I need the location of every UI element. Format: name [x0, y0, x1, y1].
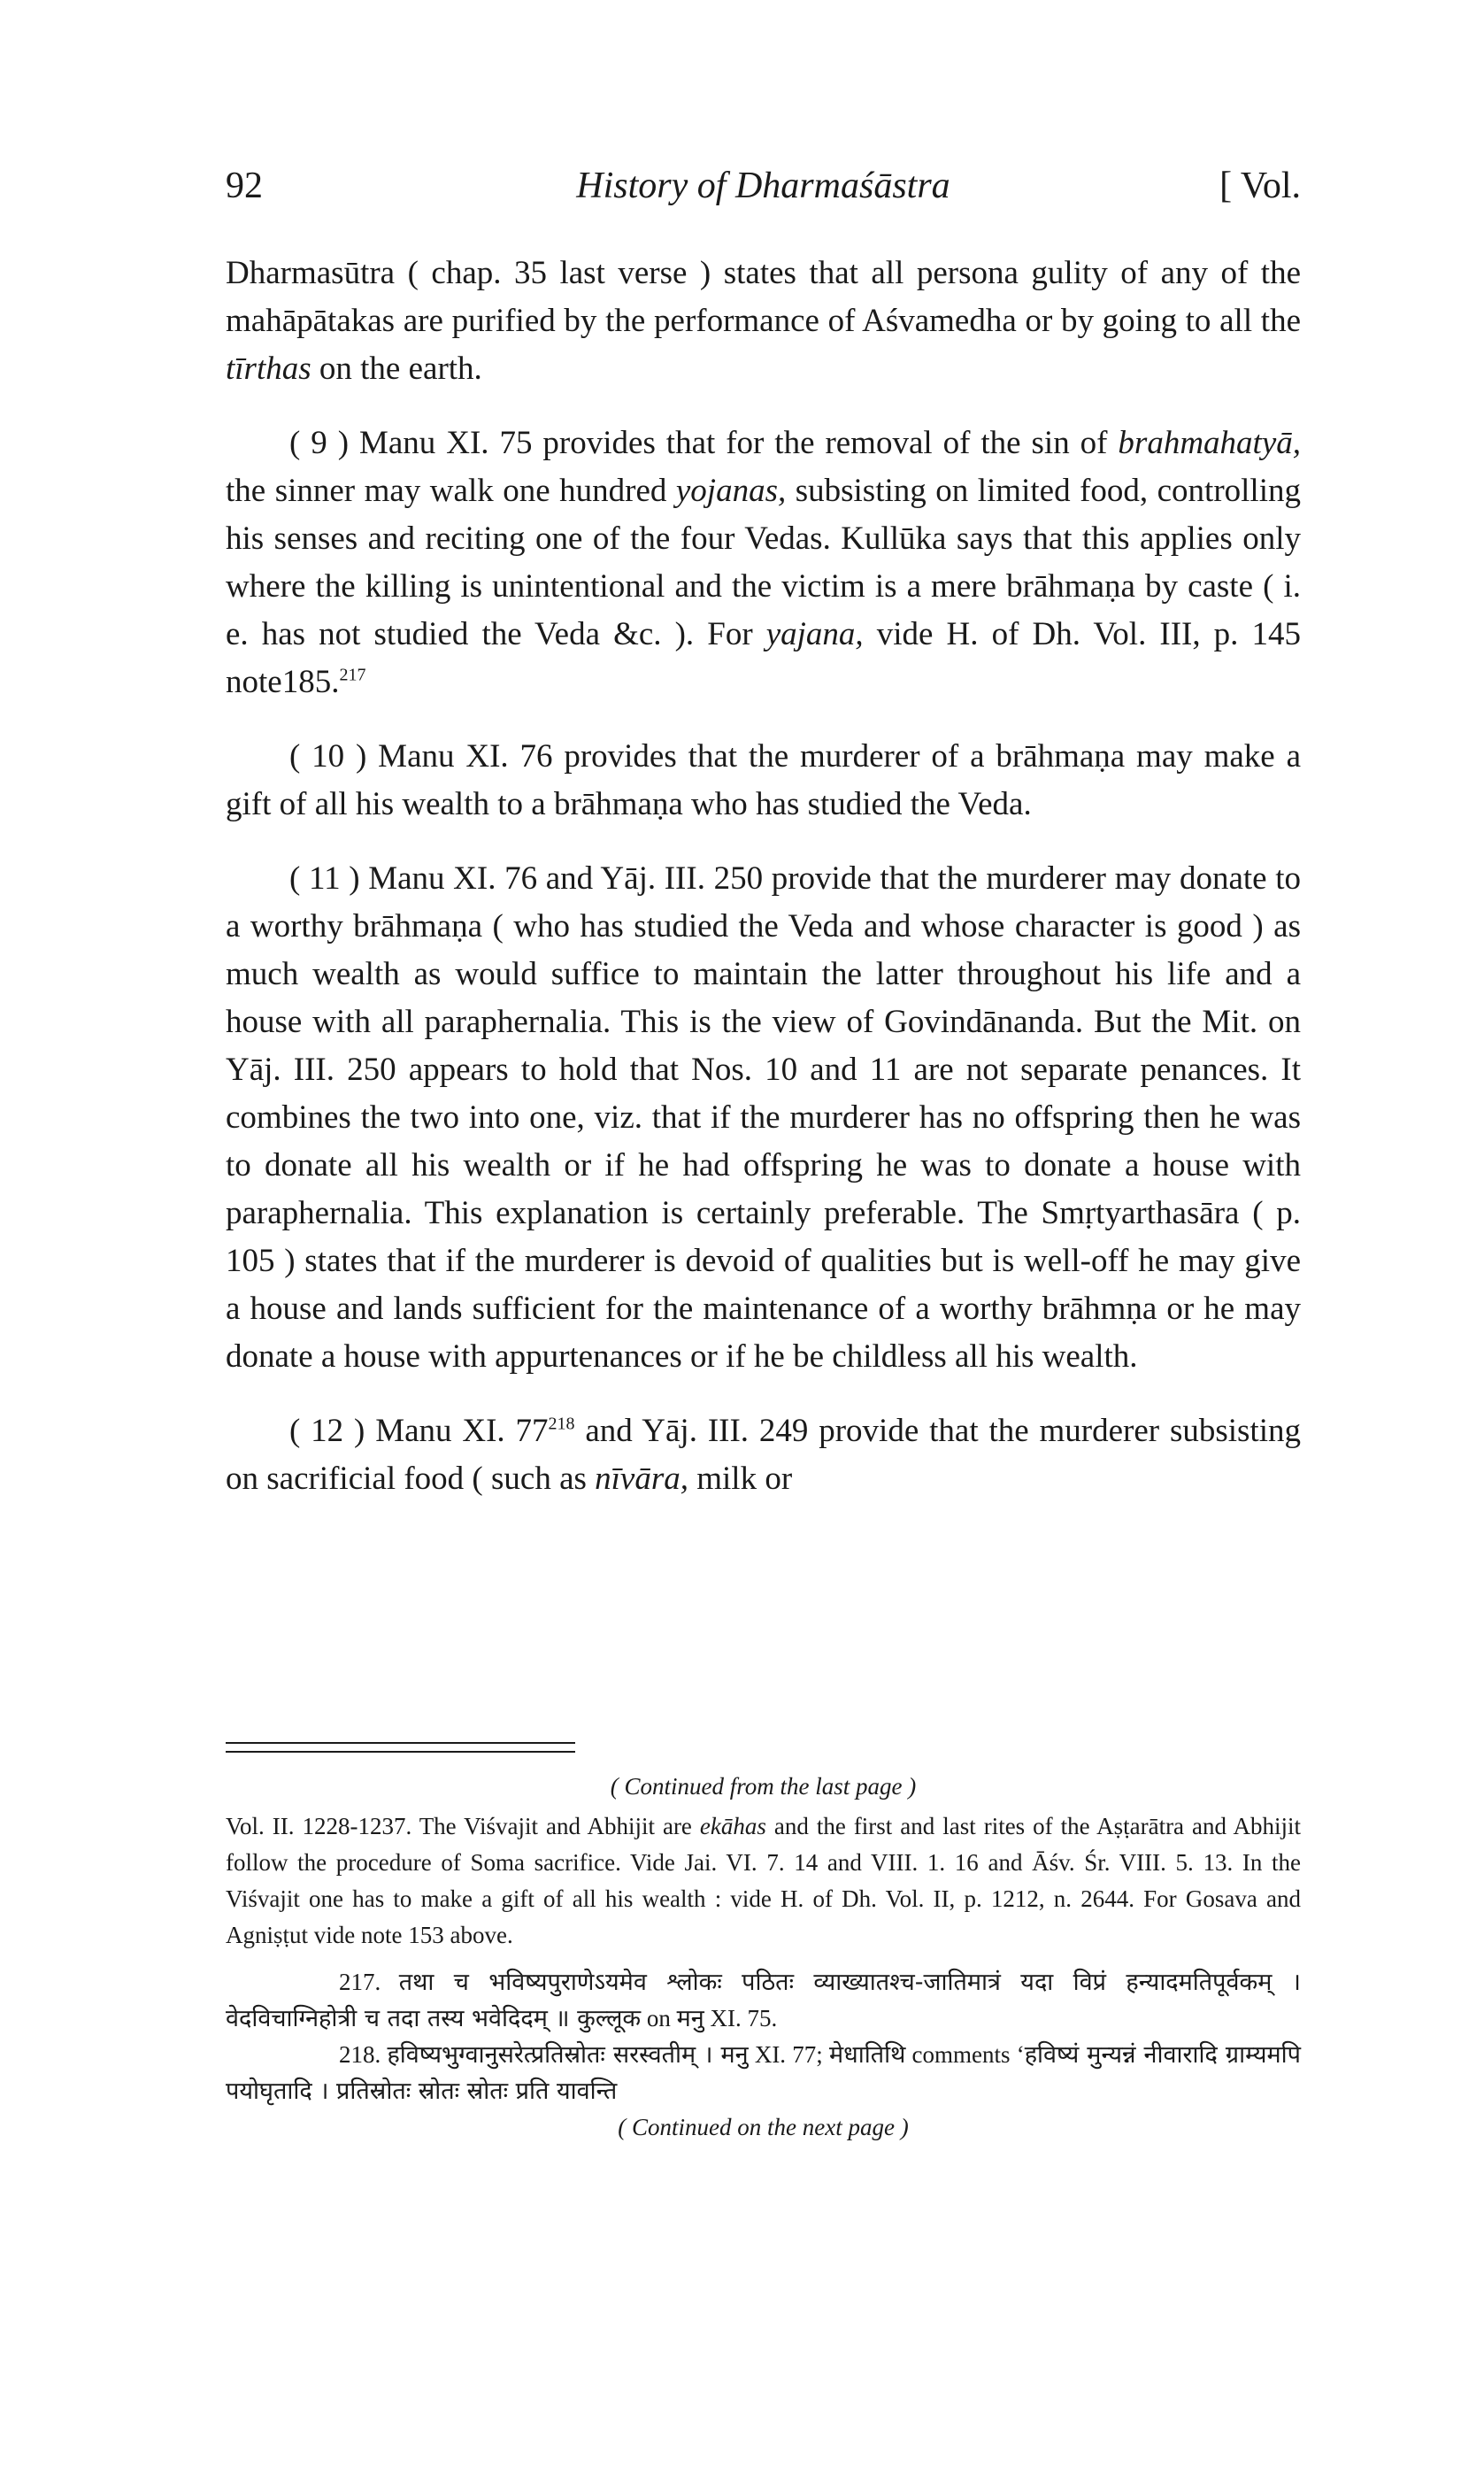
text-run: हविष्यं मुन्यन्नं नीवारादि ग्राम्यमपि पयोघृतादि । प्रतिस्रोतः स्रोतः स्रोतः प्रति यावन्ति	[226, 2041, 1301, 2105]
text-run: vide H. of Dh. Vol. III, p. 145 note185.	[226, 616, 1302, 700]
text-run: तथा च भविष्यपुराणेऽयमेव श्लोकः पठितः व्याख्यातश्च-जातिमात्रं यदा विप्रं हन्यादमतिपूर्वकम् । वेदविचाग्निहोत्री च तदा तस्य भवेदिदम् ॥ कुल्लूक	[226, 1969, 1301, 2032]
footnote-text	[226, 1969, 1301, 2031]
text-run: on the earth.	[311, 351, 482, 387]
footnote-carryover	[226, 1808, 1301, 1954]
page-header	[226, 165, 1301, 227]
paragraph	[226, 250, 1301, 393]
text-run: मेधातिथि	[828, 2041, 906, 2069]
italic-term: nīvāra,	[595, 1461, 688, 1497]
text-run: the sinner may walk one hundred	[226, 473, 676, 509]
footnote-separator	[226, 1742, 575, 1753]
paragraph-11	[226, 855, 1301, 1381]
italic-term: tīrthas	[226, 351, 311, 387]
continued-from-note: ( Continued from the last page )	[610, 1773, 917, 1800]
body-text	[226, 250, 1301, 1530]
footnote-ref: 217	[339, 665, 366, 685]
footnote-218	[226, 2037, 1301, 2109]
volume-marker: [ Vol.	[1219, 166, 1301, 206]
continued-on-note: ( Continued on the next page )	[618, 2114, 909, 2140]
italic-term: ekāhas	[699, 1813, 766, 1839]
text-run: मनु	[676, 2005, 704, 2032]
text-run: ( 10 ) Manu XI. 76 provides that the murderer of a brāhmaṇa may make a gift of all his wealth to a brāhmaṇa who has studied the Veda.	[226, 738, 1301, 822]
footnote-number: 218.	[339, 2041, 381, 2068]
text-run: XI. 75.	[704, 2005, 778, 2031]
page-number: 92	[226, 166, 263, 206]
text-run: XI. 77;	[748, 2041, 829, 2068]
footnote-217	[226, 1964, 1301, 2037]
italic-term: yajana,	[765, 616, 864, 652]
text-run: Vol. II. 1228-1237. The Viśvajit and Abhijit are	[226, 1813, 700, 1839]
paragraph-10	[226, 733, 1301, 829]
text-run: ( 12 ) Manu XI. 77	[289, 1413, 549, 1449]
text-run: Dharmasūtra ( chap. 35 last verse ) states that all persona gulity of any of the mahāpātakas are purified by the performance of Aśvamedha or by going to all the	[226, 255, 1301, 339]
text-run: हविष्यभुग्वानुसरेत्प्रतिस्रोतः सरस्वतीम् । मनु	[387, 2041, 749, 2069]
text-run: and the first and last rites of the Aṣṭarātra and Abhijit follow the procedure of Soma sacrifice. Vide Jai. VI. 7. 14 and VIII. 1. 16 and Āśv. Śr. VIII. 5. 13. In the Viśvajit one has to make a gift of all his wealth : vide H. of Dh. Vol. II, p. 1212, n. 2644. For Gosava and Agniṣṭut vide note 153 above.	[226, 1813, 1301, 1948]
text-run: on	[641, 2005, 677, 2031]
text-run: milk or	[688, 1461, 793, 1497]
footnotes	[226, 1769, 1301, 2149]
running-title: History of Dharmaśāstra	[576, 166, 950, 206]
text-run: ( 11 ) Manu XI. 76 and Yāj. III. 250 provide that the murderer may donate to a worthy brāhmaṇa ( who has studied the Veda and whose character is good ) as much wealth as would suffice to maintain the latter throughout his life and a house with all paraphernalia. This is the view of Govindānanda. But the Mit. on Yāj. III. 250 appears to hold that Nos. 10 and 11 are not separate penances. It combines the two into one, viz. that if the murderer has no offspring then he was to donate all his wealth or if he had offspring he was to donate a house with paraphernalia. This explanation is certainly preferable. The Smṛtyarthasāra ( p. 105 ) states that if the murderer is devoid of qualities but is well-off he may give a house and lands sufficient for the maintenance of a worthy brāhmṇa or he may donate a house with appurtenances or if he be childless all his wealth.	[226, 860, 1301, 1375]
paragraph-12	[226, 1407, 1301, 1503]
footnote-number: 217.	[339, 1969, 381, 1995]
text-run: subsisting on limited food, controlling his senses and reciting one of the four Vedas. Kullūka says that this applies only where the killing is unintentional and the victim is a mere brāhmaṇa by caste ( i. e. has not studied the Veda &c. ). For	[226, 473, 1301, 652]
italic-term: yojanas,	[675, 473, 787, 509]
text-run: comments ‘	[905, 2041, 1025, 2068]
italic-term: brahmahatyā,	[1118, 425, 1301, 461]
paragraph-9	[226, 420, 1301, 706]
text-run: and Yāj. III. 249 provide that the murderer subsisting on sacrificial food ( such as	[226, 1413, 1301, 1497]
footnote-text	[226, 2041, 1301, 2104]
text-run: ( 9 ) Manu XI. 75 provides that for the removal of the sin of	[289, 425, 1119, 461]
footnote-ref: 218	[548, 1414, 575, 1434]
